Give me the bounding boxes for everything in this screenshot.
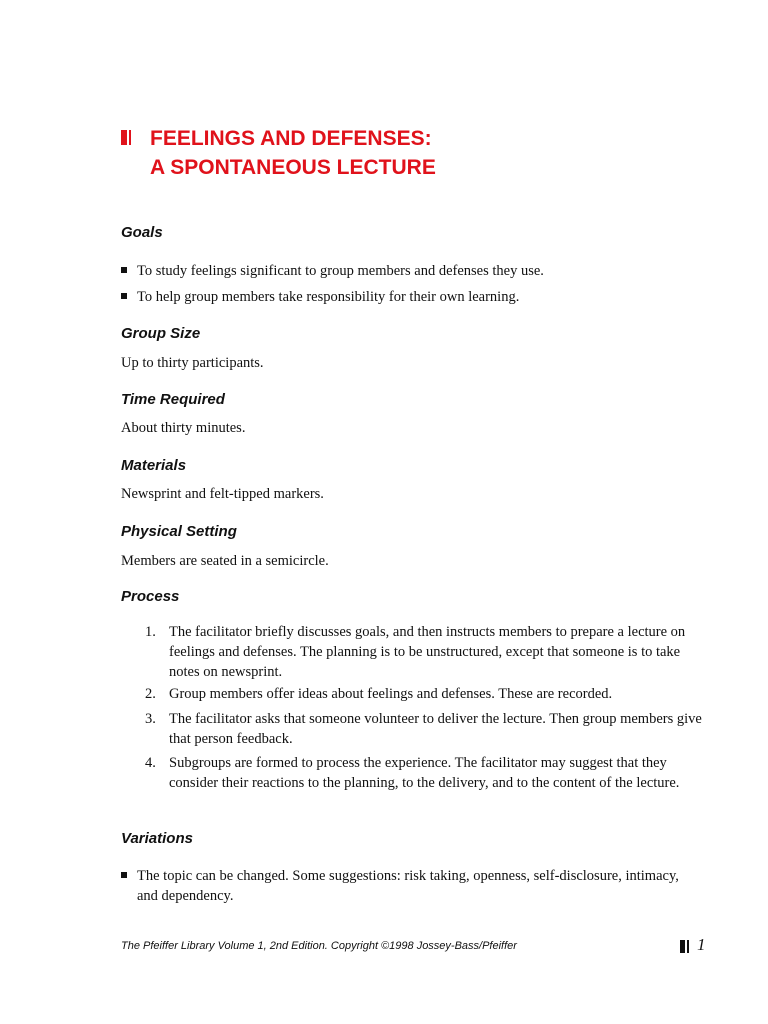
process-step (145, 622, 705, 682)
process-step (145, 709, 705, 749)
step-number: 3. (145, 711, 156, 727)
page-number: 1 (697, 935, 706, 954)
page-title-line-2: A SPONTANEOUS LECTURE (150, 156, 436, 179)
goal-item-text: To help group members take responsibility for their own learning. (137, 289, 520, 305)
process-heading: Process (121, 588, 180, 605)
step-text: Group members offer ideas about feelings and defenses. These are recorded. (169, 686, 613, 702)
materials-heading: Materials (121, 457, 187, 474)
time-required-text: About thirty minutes. (121, 420, 246, 436)
step-text: Subgroups are formed to process the experience. The facilitator may suggest that they consider their reactions to the planning, to the delivery, and to the content of the lecture. (169, 755, 680, 791)
footer-copyright: The Pfeiffer Library Volume 1, 2nd Edition. Copyright ©1998 Jossey-Bass/Pfeiffer (121, 940, 517, 952)
bullet-square-icon (121, 872, 127, 878)
process-step (145, 684, 705, 704)
page-title (150, 124, 436, 182)
step-number: 1. (145, 624, 156, 640)
goal-item-text: To study feelings significant to group members and defenses they use. (137, 263, 544, 279)
step-number: 4. (145, 755, 156, 771)
physical-setting-text: Members are seated in a semicircle. (121, 553, 329, 569)
step-text: The facilitator briefly discusses goals, and then instructs members to prepare a lecture on feelings and defenses. The planning is to be unstructured, except that someone is to take notes on newsprint. (169, 624, 686, 680)
step-number: 2. (145, 686, 156, 702)
group-size-heading: Group Size (121, 325, 201, 342)
process-step (145, 753, 705, 793)
group-size-text: Up to thirty participants. (121, 355, 264, 371)
variations-heading: Variations (121, 830, 193, 847)
goal-item (121, 261, 701, 281)
goal-item (121, 287, 701, 307)
bullet-square-icon (121, 293, 127, 299)
title-bullet-icon (121, 130, 131, 145)
bullet-square-icon (121, 267, 127, 273)
materials-text: Newsprint and felt-tipped markers. (121, 486, 324, 502)
time-required-heading: Time Required (121, 391, 225, 408)
physical-setting-heading: Physical Setting (121, 523, 237, 540)
goals-heading: Goals (121, 224, 163, 241)
variation-item (121, 866, 701, 906)
page-title-line-1: FEELINGS AND DEFENSES: (150, 127, 432, 150)
variation-item-text: The topic can be changed. Some suggestions: risk taking, openness, self-disclosure, intimacy, and dependency. (137, 868, 679, 904)
footer-bullet-icon (680, 940, 690, 953)
step-text: The facilitator asks that someone volunteer to deliver the lecture. Then group members give that person feedback. (169, 711, 702, 747)
